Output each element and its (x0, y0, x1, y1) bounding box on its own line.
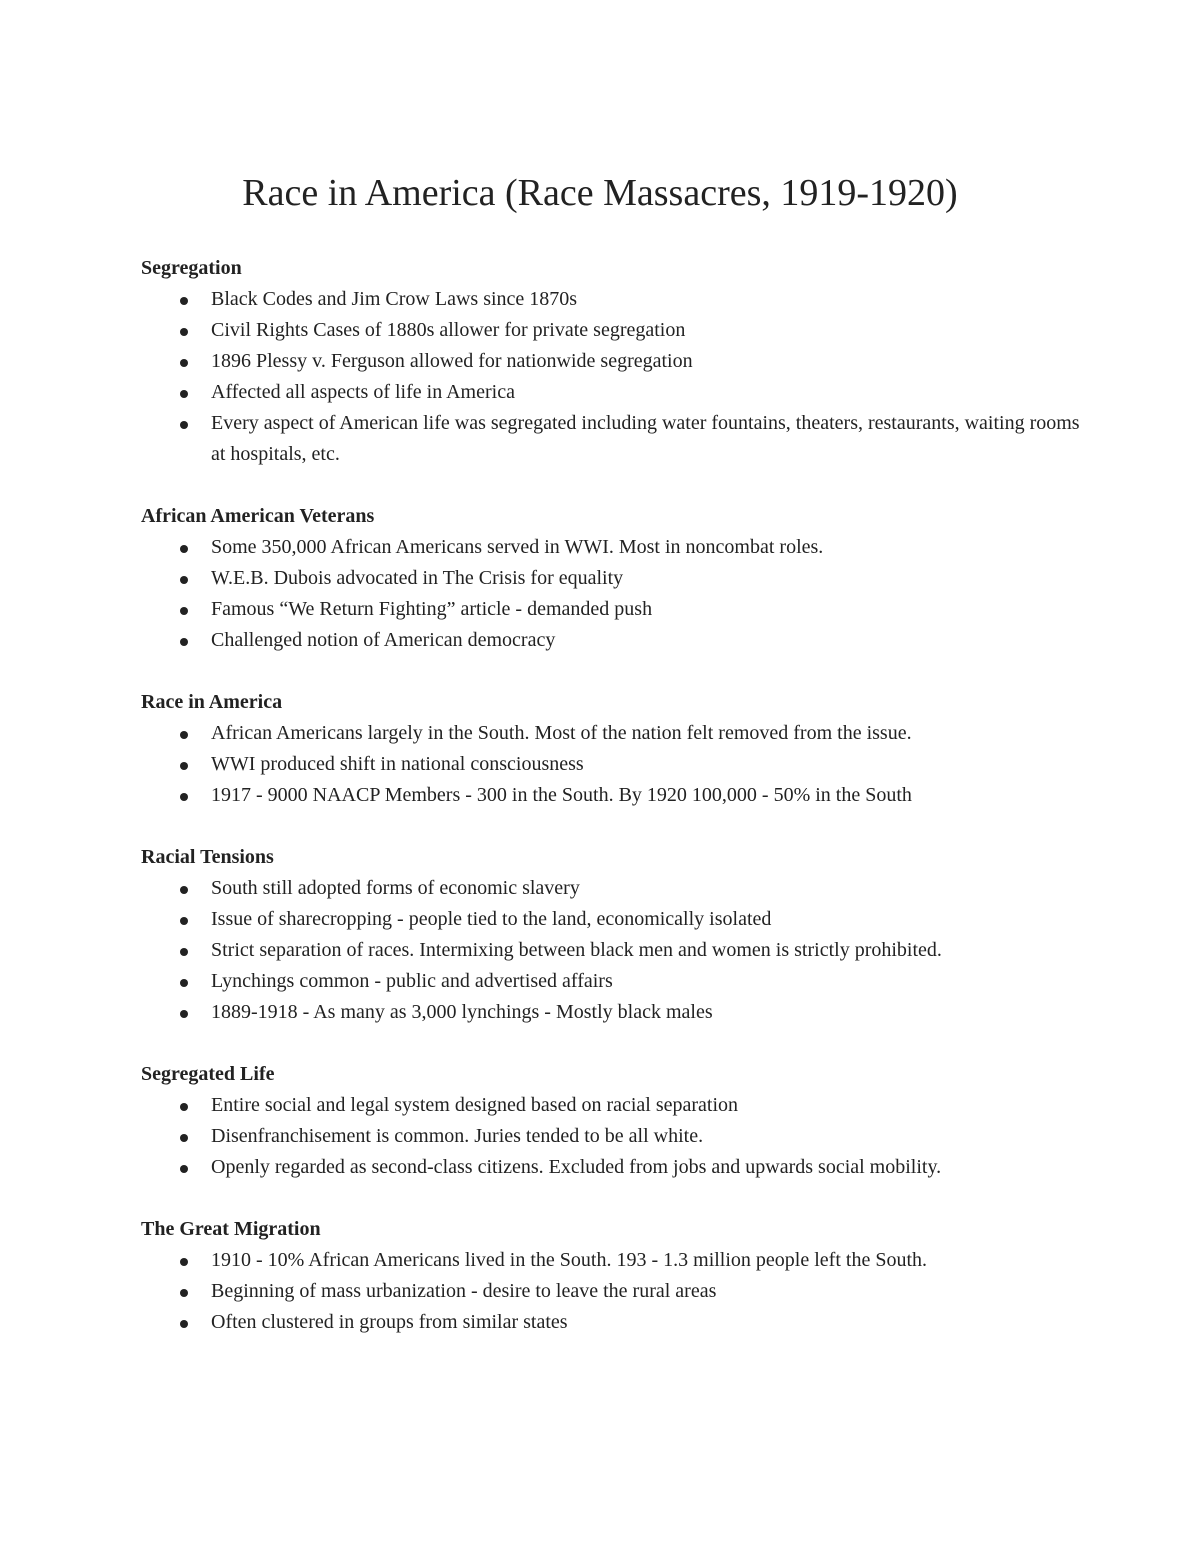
list-item (141, 563, 1081, 594)
bullet-icon (180, 1258, 188, 1266)
section-heading: African American Veterans (141, 505, 375, 527)
bullet-list (141, 1090, 1081, 1183)
bullet-icon (180, 1165, 188, 1173)
bullet-icon (180, 762, 188, 770)
list-item-text: Beginning of mass urbanization - desire to leave the rural areas (211, 1280, 717, 1302)
document-body (141, 253, 1081, 1369)
list-item-text: Strict separation of races. Intermixing between black men and women is strictly prohibited. (211, 939, 942, 961)
bullet-icon (180, 328, 188, 336)
bullet-list (141, 873, 1081, 1028)
list-item-text: Entire social and legal system designed based on racial separation (211, 1094, 739, 1116)
list-item (141, 625, 1081, 656)
bullet-icon (180, 1134, 188, 1142)
bullet-icon (180, 638, 188, 646)
list-item-text: African Americans largely in the South. Most of the nation felt removed from the issue. (211, 722, 912, 744)
list-item (141, 1276, 1081, 1307)
section-heading: Segregation (141, 257, 242, 279)
list-item (141, 532, 1081, 563)
section-segregated-life (141, 1059, 1081, 1183)
section-race-in-america (141, 687, 1081, 811)
list-item-text: Openly regarded as second-class citizens. Excluded from jobs and upwards social mobility. (211, 1156, 942, 1178)
list-item (141, 966, 1081, 997)
list-item (141, 346, 1081, 377)
list-item-text: Disenfranchisement is common. Juries tended to be all white. (211, 1125, 704, 1147)
list-item-text: Challenged notion of American democracy (211, 629, 556, 651)
list-item (141, 1152, 1081, 1183)
list-item (141, 1090, 1081, 1121)
list-item (141, 377, 1081, 408)
list-item-text: Lynchings common - public and advertised affairs (211, 970, 613, 992)
list-item (141, 780, 1081, 811)
bullet-icon (180, 576, 188, 584)
list-item-text: Often clustered in groups from similar states (211, 1311, 568, 1333)
bullet-list (141, 718, 1081, 811)
list-item-text: Issue of sharecropping - people tied to the land, economically isolated (211, 908, 772, 930)
list-item-text: 1889-1918 - As many as 3,000 lynchings - Mostly black males (211, 1001, 713, 1023)
bullet-list (141, 284, 1081, 470)
section-heading: Race in America (141, 691, 283, 713)
section-heading: Segregated Life (141, 1063, 275, 1085)
bullet-icon (180, 948, 188, 956)
list-item-text: Affected all aspects of life in America (211, 381, 515, 403)
list-item-text: WWI produced shift in national consciousness (211, 753, 584, 775)
bullet-icon (180, 1010, 188, 1018)
list-item-text: Every aspect of American life was segregated including water fountains, theaters, restaurants, waiting rooms at hospitals, etc. (211, 412, 1080, 465)
bullet-icon (180, 545, 188, 553)
bullet-icon (180, 390, 188, 398)
bullet-icon (180, 1103, 188, 1111)
section-african-american-veterans (141, 501, 1081, 656)
bullet-icon (180, 359, 188, 367)
list-item (141, 904, 1081, 935)
bullet-icon (180, 731, 188, 739)
bullet-icon (180, 886, 188, 894)
list-item (141, 873, 1081, 904)
list-item (141, 749, 1081, 780)
list-item-text: W.E.B. Dubois advocated in The Crisis for equality (211, 567, 624, 589)
section-racial-tensions (141, 842, 1081, 1028)
list-item (141, 284, 1081, 315)
bullet-icon (180, 297, 188, 305)
bullet-icon (180, 1320, 188, 1328)
list-item (141, 935, 1081, 966)
section-heading: Racial Tensions (141, 846, 274, 868)
section-heading: The Great Migration (141, 1218, 321, 1240)
list-item-text: Famous “We Return Fighting” article - demanded push (211, 598, 653, 620)
section-segregation (141, 253, 1081, 470)
list-item (141, 1307, 1081, 1338)
list-item-text: 1896 Plessy v. Ferguson allowed for nationwide segregation (211, 350, 693, 372)
list-item (141, 408, 1081, 470)
list-item (141, 997, 1081, 1028)
document-title: Race in America (Race Massacres, 1919-1920) (242, 172, 958, 214)
section-great-migration (141, 1214, 1081, 1338)
list-item (141, 1121, 1081, 1152)
bullet-icon (180, 979, 188, 987)
list-item (141, 315, 1081, 346)
bullet-list (141, 532, 1081, 656)
list-item-text: Black Codes and Jim Crow Laws since 1870s (211, 288, 578, 310)
list-item-text: 1917 - 9000 NAACP Members - 300 in the South. By 1920 100,000 - 50% in the South (211, 784, 912, 806)
list-item-text: South still adopted forms of economic slavery (211, 877, 580, 899)
list-item-text: 1910 - 10% African Americans lived in the South. 193 - 1.3 million people left the South. (211, 1249, 927, 1271)
bullet-icon (180, 793, 188, 801)
list-item (141, 1245, 1081, 1276)
list-item (141, 594, 1081, 625)
bullet-icon (180, 1289, 188, 1297)
bullet-list (141, 1245, 1081, 1338)
bullet-icon (180, 421, 188, 429)
bullet-icon (180, 607, 188, 615)
list-item-text: Civil Rights Cases of 1880s allower for private segregation (211, 319, 686, 341)
list-item-text: Some 350,000 African Americans served in WWI. Most in noncombat roles. (211, 536, 824, 558)
bullet-icon (180, 917, 188, 925)
list-item (141, 718, 1081, 749)
